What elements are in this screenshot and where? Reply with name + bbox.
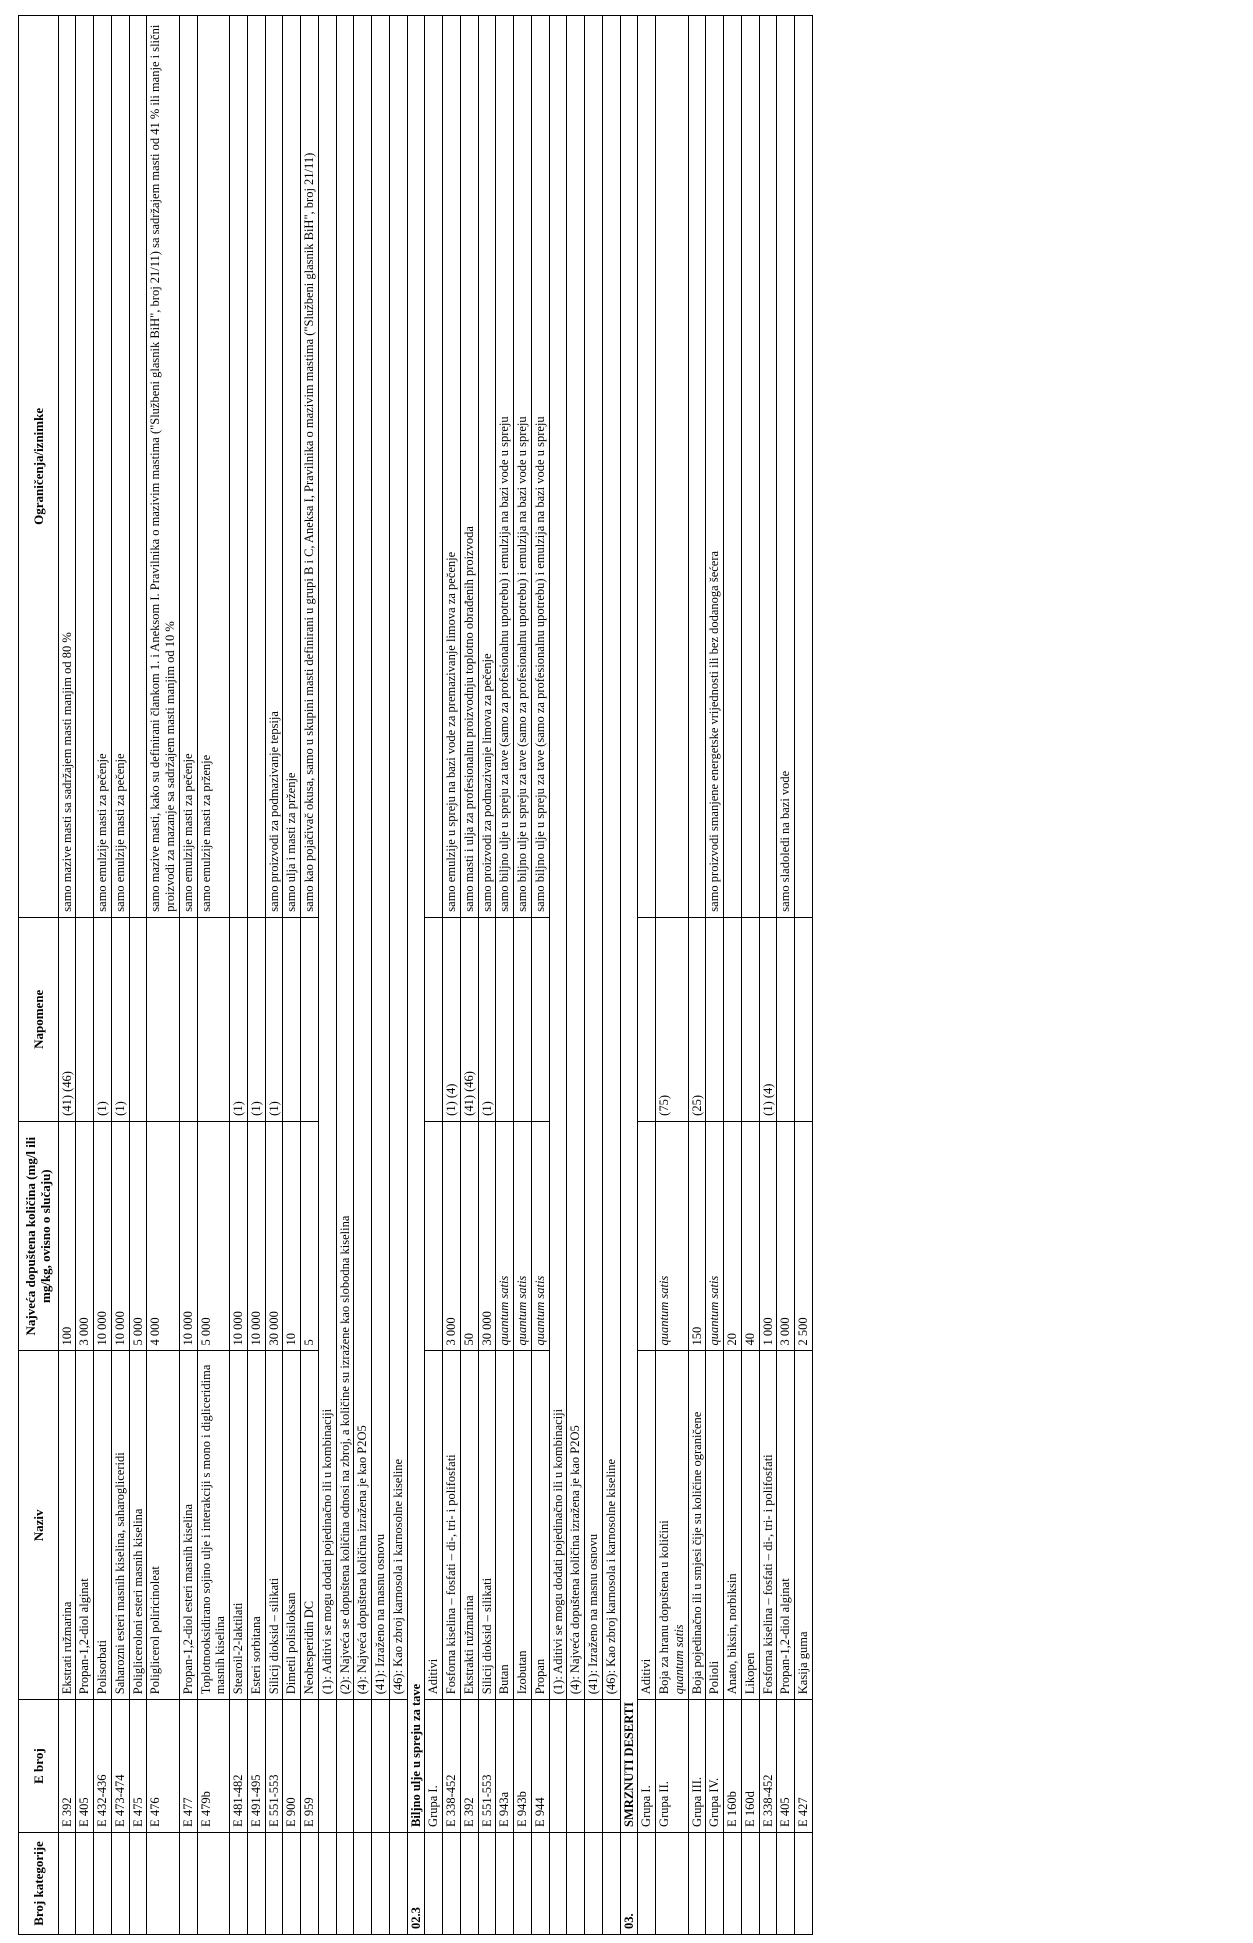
cell-name: Silicij dioksid – silikati <box>478 1351 496 1700</box>
group-row <box>425 16 443 1935</box>
cell-e-number: E 476 <box>147 1700 180 1833</box>
cell-name <box>688 1351 706 1700</box>
cell-e-number <box>318 1700 336 1833</box>
cell-restrictions: samo biljno ulje u spreju za tave (samo za profesionalnu upotrebu) i emulzija na bazi vode u spreju <box>531 16 549 918</box>
cell-restrictions <box>638 16 656 918</box>
cell-notes <box>179 917 197 1121</box>
cell-name <box>777 1351 795 1700</box>
cell-category <box>478 1832 496 1934</box>
cell-name: Stearoil-2-laktilati <box>230 1351 248 1700</box>
cell-restrictions: samo biljno ulje u spreju za tave (samo za profesionalnu upotrebu) i emulzija na bazi vode u spreju <box>496 16 514 918</box>
cell-category <box>247 1832 265 1934</box>
cell-restrictions <box>795 16 813 918</box>
cell-e-number <box>602 1700 620 1833</box>
cell-category <box>795 1832 813 1934</box>
cell-max-quantity: 3 000 <box>443 1121 461 1351</box>
cell-e-number: E 392 <box>460 1700 478 1833</box>
cell-max-quantity: 10 000 <box>179 1121 197 1351</box>
footnote-row <box>602 16 620 1935</box>
table-row <box>460 16 478 1935</box>
cell-notes <box>777 917 795 1121</box>
cell-category <box>443 1832 461 1934</box>
table-row <box>301 16 319 1935</box>
cell-restrictions <box>230 16 248 918</box>
cell-name: Propan <box>531 1351 549 1700</box>
cell-name: Saharozni esteri masnih kiselina, saharogliceridi <box>111 1351 129 1700</box>
cell-name <box>706 1351 724 1700</box>
cell-e-number: Grupa IV. <box>706 1700 724 1833</box>
cell-restrictions <box>129 16 147 918</box>
cell-category <box>638 1832 656 1934</box>
table-row <box>443 16 461 1935</box>
cell-max-quantity: 10 000 <box>111 1121 129 1351</box>
cell-name-text: Boja pojedinačno ili u smjesi čije su količine ograničene <box>689 1411 704 1695</box>
cell-notes <box>724 917 742 1121</box>
cell-name-italic: quantum satis <box>671 1624 686 1695</box>
cell-max-quantity: 10 000 <box>94 1121 112 1351</box>
cell-max-quantity: 20 <box>724 1121 742 1351</box>
header-naziv: Naziv <box>19 1351 59 1700</box>
table-body <box>58 16 812 1935</box>
table-row <box>478 16 496 1935</box>
cell-max-quantity: 4 000 <box>147 1121 180 1351</box>
cell-e-number: Grupa I. <box>638 1700 656 1833</box>
footnote-row <box>549 16 567 1935</box>
additives-table <box>18 15 813 1935</box>
cell-max-quantity: 5 000 <box>197 1121 230 1351</box>
cell-restrictions: samo emulzije u spreju na bazi vode za premazivanje limova za pečenje <box>443 16 461 918</box>
cell-name <box>724 1351 742 1700</box>
cell-category <box>129 1832 147 1934</box>
cell-restrictions <box>688 16 706 918</box>
cell-max-quantity: 40 <box>741 1121 759 1351</box>
cell-notes <box>741 917 759 1121</box>
cell-name: Silicij dioksid – silikati <box>265 1351 283 1700</box>
cell-restrictions: samo sladoledi na bazi vode <box>777 16 795 918</box>
cell-e-number: E 338-452 <box>443 1700 461 1833</box>
cell-e-number: E 477 <box>179 1700 197 1833</box>
cell-restrictions <box>724 16 742 918</box>
cell-max-quantity: 10 <box>283 1121 301 1351</box>
section-title: SMRZNUTI DESERTI <box>620 16 638 1833</box>
cell-notes: (25) <box>688 917 706 1121</box>
cell-max-quantity: 30 000 <box>265 1121 283 1351</box>
cell-restrictions <box>425 16 443 918</box>
cell-e-number <box>372 1700 390 1833</box>
cell-name-text: Kasija guma <box>796 1631 811 1695</box>
cell-name-text: Polioli <box>707 1660 722 1695</box>
cell-notes <box>531 917 549 1121</box>
cell-e-number: E 479b <box>197 1700 230 1833</box>
cell-notes <box>514 917 532 1121</box>
cell-notes: (75) <box>656 917 689 1121</box>
cell-name <box>795 1351 813 1700</box>
cell-e-number: E 551-553 <box>265 1700 283 1833</box>
table-row <box>94 16 112 1935</box>
cell-e-number: E 959 <box>301 1700 319 1833</box>
cell-notes: (1) <box>478 917 496 1121</box>
header-e-broj: E broj <box>19 1700 59 1833</box>
cell-notes <box>129 917 147 1121</box>
cell-max-quantity <box>638 1121 656 1351</box>
cell-e-number: E 392 <box>58 1700 76 1833</box>
cell-e-number: E 944 <box>531 1700 549 1833</box>
cell-name: Fosforna kiselina – fosfati – di-, tri- i polifosfati <box>443 1351 461 1700</box>
table-row <box>58 16 76 1935</box>
table-row <box>230 16 248 1935</box>
footnote-text: (1): Aditivi se mogu dodati pojedinačno ili u kombinaciji <box>549 16 567 1700</box>
cell-restrictions: samo emulzije masti za pečenje <box>179 16 197 918</box>
cell-name: Ekstrakti ružmarina <box>460 1351 478 1700</box>
cell-category <box>197 1832 230 1934</box>
footnote-row <box>336 16 354 1935</box>
cell-name-text: Likopen <box>742 1652 757 1695</box>
cell-max-quantity: 3 000 <box>76 1121 94 1351</box>
table-row <box>265 16 283 1935</box>
cell-max-quantity: 150 <box>688 1121 706 1351</box>
cell-max-quantity: 100 <box>58 1121 76 1351</box>
cell-notes: (1) <box>94 917 112 1121</box>
cell-e-number: E 338-452 <box>759 1700 777 1833</box>
table-row <box>656 16 689 1935</box>
cell-category <box>58 1832 76 1934</box>
cell-restrictions: samo biljno ulje u spreju za tave (samo za profesionalnu upotrebu) i emulzija na bazi vode u spreju <box>514 16 532 918</box>
cell-notes <box>283 917 301 1121</box>
table-row <box>179 16 197 1935</box>
footnote-text: (4): Najveća dopuštena količina izražena je kao P2O5 <box>567 16 585 1700</box>
cell-category <box>389 1832 407 1934</box>
cell-notes <box>496 917 514 1121</box>
cell-restrictions: samo proizvodi za podmazivanje tepsija <box>265 16 283 918</box>
footnote-text: (46): Kao zbroj karnosola i karnosolne kiseline <box>389 16 407 1700</box>
cell-name-text: Boja za hranu dopuštena u količini <box>657 1520 672 1695</box>
cell-category <box>567 1832 585 1934</box>
cell-e-number: E 405 <box>777 1700 795 1833</box>
cell-restrictions: samo ulja i masti za prženje <box>283 16 301 918</box>
cell-name-text: Propan-1,2-diol alginat <box>778 1578 793 1695</box>
cell-notes <box>147 917 180 1121</box>
cell-e-number: E 405 <box>76 1700 94 1833</box>
cell-e-number <box>549 1700 567 1833</box>
cell-max-quantity: 50 <box>460 1121 478 1351</box>
cell-max-quantity: quantum satis <box>514 1121 532 1351</box>
cell-max-quantity: 10 000 <box>230 1121 248 1351</box>
cell-category <box>585 1832 603 1934</box>
table-row <box>795 16 813 1935</box>
cell-name: Toplotnooksidirano sojino ulje i interakciji s mono i digliceridima masnih kiselina <box>197 1351 230 1700</box>
cell-category <box>514 1832 532 1934</box>
cell-category <box>425 1832 443 1934</box>
header-broj-kategorije: Broj kategorije <box>19 1832 59 1934</box>
cell-notes <box>425 917 443 1121</box>
cell-e-number <box>585 1700 603 1833</box>
header-napomene: Napomene <box>19 917 59 1121</box>
cell-e-number: Grupa III. <box>688 1700 706 1833</box>
cell-category <box>354 1832 372 1934</box>
cell-name: Neohesperidin DC <box>301 1351 319 1700</box>
cell-e-number: E 491-495 <box>247 1700 265 1833</box>
cell-max-quantity: 3 000 <box>777 1121 795 1351</box>
cell-category <box>531 1832 549 1934</box>
table-row <box>759 16 777 1935</box>
table-row <box>111 16 129 1935</box>
footnote-text: (1): Aditivi se mogu dodati pojedinačno ili u kombinaciji <box>318 16 336 1700</box>
cell-e-number <box>354 1700 372 1833</box>
table-row <box>147 16 180 1935</box>
cell-category <box>301 1832 319 1934</box>
footnote-row <box>585 16 603 1935</box>
cell-category <box>724 1832 742 1934</box>
cell-restrictions: samo mazive masti, kako su definirani člankom 1. i Aneksom I. Pravilnika o mazivim mastima ("Službeni glasnik BiH", broj 21/11) sa sadržajem masti od 41 % ili manje i slični proizvodi za mazanje sa sadržajem masti manjim od 10 % <box>147 16 180 918</box>
cell-category <box>283 1832 301 1934</box>
header-row <box>19 16 59 1935</box>
cell-category <box>76 1832 94 1934</box>
cell-notes: (1) <box>247 917 265 1121</box>
cell-name: Dimetil polisiloksan <box>283 1351 301 1700</box>
cell-max-quantity: 5 <box>301 1121 319 1351</box>
table-row <box>76 16 94 1935</box>
cell-e-number <box>336 1700 354 1833</box>
cell-name: Polisorbati <box>94 1351 112 1700</box>
section-code: 02.3 <box>407 1832 425 1934</box>
cell-category <box>318 1832 336 1934</box>
cell-max-quantity: quantum satis <box>496 1121 514 1351</box>
cell-restrictions: samo proizvodi smanjene energetske vrijednosti ili bez dodanoga šećera <box>706 16 724 918</box>
table-row <box>197 16 230 1935</box>
cell-category <box>656 1832 689 1934</box>
cell-notes <box>706 917 724 1121</box>
table-row <box>741 16 759 1935</box>
cell-max-quantity: 1 000 <box>759 1121 777 1351</box>
cell-restrictions <box>247 16 265 918</box>
cell-name: Poligliceroloni esteri masnih kiselina <box>129 1351 147 1700</box>
footnote-row <box>372 16 390 1935</box>
footnote-text: (2): Najveća se dopuštena količina odnosi na zbroj, a količine su izražene kao slobodna kiselina <box>336 16 354 1700</box>
cell-max-quantity <box>425 1121 443 1351</box>
footnote-text: (41): Izraženo na masnu osnovu <box>585 16 603 1700</box>
group-label: Grupa I. <box>425 1700 443 1833</box>
cell-name: Ekstrati ružmarina <box>58 1351 76 1700</box>
cell-category <box>179 1832 197 1934</box>
cell-max-quantity: quantum satis <box>656 1121 689 1351</box>
cell-e-number <box>567 1700 585 1833</box>
cell-max-quantity: 10 000 <box>247 1121 265 1351</box>
section-row <box>407 16 425 1935</box>
cell-category <box>688 1832 706 1934</box>
cell-e-number: E 160d <box>741 1700 759 1833</box>
cell-e-number: E 475 <box>129 1700 147 1833</box>
cell-name: Propan-1,2-diol esteri masnih kiselina <box>179 1351 197 1700</box>
cell-name <box>638 1351 656 1700</box>
cell-notes <box>795 917 813 1121</box>
section-row <box>620 16 638 1935</box>
cell-restrictions: samo emulzije masti za prženje <box>197 16 230 918</box>
cell-name: Butan <box>496 1351 514 1700</box>
footnote-row <box>354 16 372 1935</box>
cell-name <box>741 1351 759 1700</box>
cell-name-text: Anato, biksin, norbiksin <box>725 1573 740 1695</box>
cell-category <box>372 1832 390 1934</box>
footnote-text: (46): Kao zbroj karnosola i karnosolne kiseline <box>602 16 620 1700</box>
cell-e-number: E 551-553 <box>478 1700 496 1833</box>
cell-notes <box>76 917 94 1121</box>
cell-category <box>147 1832 180 1934</box>
table-row <box>129 16 147 1935</box>
cell-category <box>460 1832 478 1934</box>
table-row <box>514 16 532 1935</box>
cell-category <box>741 1832 759 1934</box>
cell-name-text: Fosforna kiselina – fosfati – di-, tri- i polifosfati <box>760 1454 775 1695</box>
cell-max-quantity: quantum satis <box>531 1121 549 1351</box>
cell-name: Izobutan <box>514 1351 532 1700</box>
footnote-row <box>389 16 407 1935</box>
footnote-text: (4): Najveća dopuštena količina izražena je kao P2O5 <box>354 16 372 1700</box>
table-row <box>247 16 265 1935</box>
cell-category <box>496 1832 514 1934</box>
cell-category <box>549 1832 567 1934</box>
cell-e-number: E 160b <box>724 1700 742 1833</box>
cell-category <box>265 1832 283 1934</box>
cell-e-number: E 427 <box>795 1700 813 1833</box>
cell-name <box>759 1351 777 1700</box>
cell-restrictions: samo emulzije masti za pečenje <box>111 16 129 918</box>
cell-notes: (1) <box>230 917 248 1121</box>
cell-e-number: E 432-436 <box>94 1700 112 1833</box>
cell-restrictions: samo emulzije masti za pečenje <box>94 16 112 918</box>
cell-restrictions <box>759 16 777 918</box>
cell-name-text: Aditivi <box>639 1658 654 1695</box>
table-row <box>638 16 656 1935</box>
cell-restrictions <box>741 16 759 918</box>
cell-name: Poliglicerol poliricinoleat <box>147 1351 180 1700</box>
header-kolicina: Najveća dopuštena količina (mg/l ili mg/kg, ovisno o slučaju) <box>19 1121 59 1351</box>
cell-restrictions: samo mazive masti sa sadržajem masti manjim od 80 % <box>58 16 76 918</box>
cell-category <box>230 1832 248 1934</box>
cell-category <box>759 1832 777 1934</box>
cell-e-number: E 943b <box>514 1700 532 1833</box>
cell-restrictions: samo masti i ulja za profesionalnu proizvodnju toplotno obrađenih proizvoda <box>460 16 478 918</box>
cell-restrictions: samo proizvodi za podmazivanje limova za pečenje <box>478 16 496 918</box>
footnote-row <box>567 16 585 1935</box>
cell-name: Esteri sorbitana <box>247 1351 265 1700</box>
cell-category <box>777 1832 795 1934</box>
cell-e-number: E 473-474 <box>111 1700 129 1833</box>
table-row <box>724 16 742 1935</box>
cell-e-number <box>389 1700 407 1833</box>
table-row <box>496 16 514 1935</box>
cell-e-number: Grupa II. <box>656 1700 689 1833</box>
footnote-row <box>318 16 336 1935</box>
cell-name <box>656 1351 689 1700</box>
cell-category <box>94 1832 112 1934</box>
cell-restrictions <box>76 16 94 918</box>
cell-category <box>602 1832 620 1934</box>
cell-restrictions <box>656 16 689 918</box>
cell-max-quantity: 2 500 <box>795 1121 813 1351</box>
cell-notes: (41) (46) <box>58 917 76 1121</box>
cell-notes: (1) <box>265 917 283 1121</box>
table-row <box>688 16 706 1935</box>
cell-category <box>336 1832 354 1934</box>
cell-e-number: E 481-482 <box>230 1700 248 1833</box>
table-row <box>706 16 724 1935</box>
table-row <box>283 16 301 1935</box>
cell-name: Propan-1,2-diol alginat <box>76 1351 94 1700</box>
cell-max-quantity: 30 000 <box>478 1121 496 1351</box>
footnote-text: (41): Izraženo na masnu osnovu <box>372 16 390 1700</box>
cell-category <box>706 1832 724 1934</box>
cell-notes <box>197 917 230 1121</box>
cell-notes: (1) (4) <box>759 917 777 1121</box>
cell-max-quantity: 5 000 <box>129 1121 147 1351</box>
cell-restrictions: samo kao pojačivač okusa, samo u skupini masti definirani u grupi B i C, Aneksa I, Pravilnika o mazivim mastima ("Službeni glasnik BiH", broj 21/11) <box>301 16 319 918</box>
table-row <box>531 16 549 1935</box>
cell-notes <box>301 917 319 1121</box>
cell-notes: (1) (4) <box>443 917 461 1121</box>
group-name: Aditivi <box>425 1351 443 1700</box>
cell-notes: (1) <box>111 917 129 1121</box>
cell-e-number: E 943a <box>496 1700 514 1833</box>
cell-notes: (41) (46) <box>460 917 478 1121</box>
cell-notes <box>638 917 656 1121</box>
table-row <box>777 16 795 1935</box>
header-ogranicenja: Ograničenja/iznimke <box>19 16 59 918</box>
section-code: 03. <box>620 1832 638 1934</box>
cell-category <box>111 1832 129 1934</box>
cell-max-quantity: quantum satis <box>706 1121 724 1351</box>
section-title: Biljno ulje u spreju za tave <box>407 16 425 1833</box>
cell-e-number: E 900 <box>283 1700 301 1833</box>
